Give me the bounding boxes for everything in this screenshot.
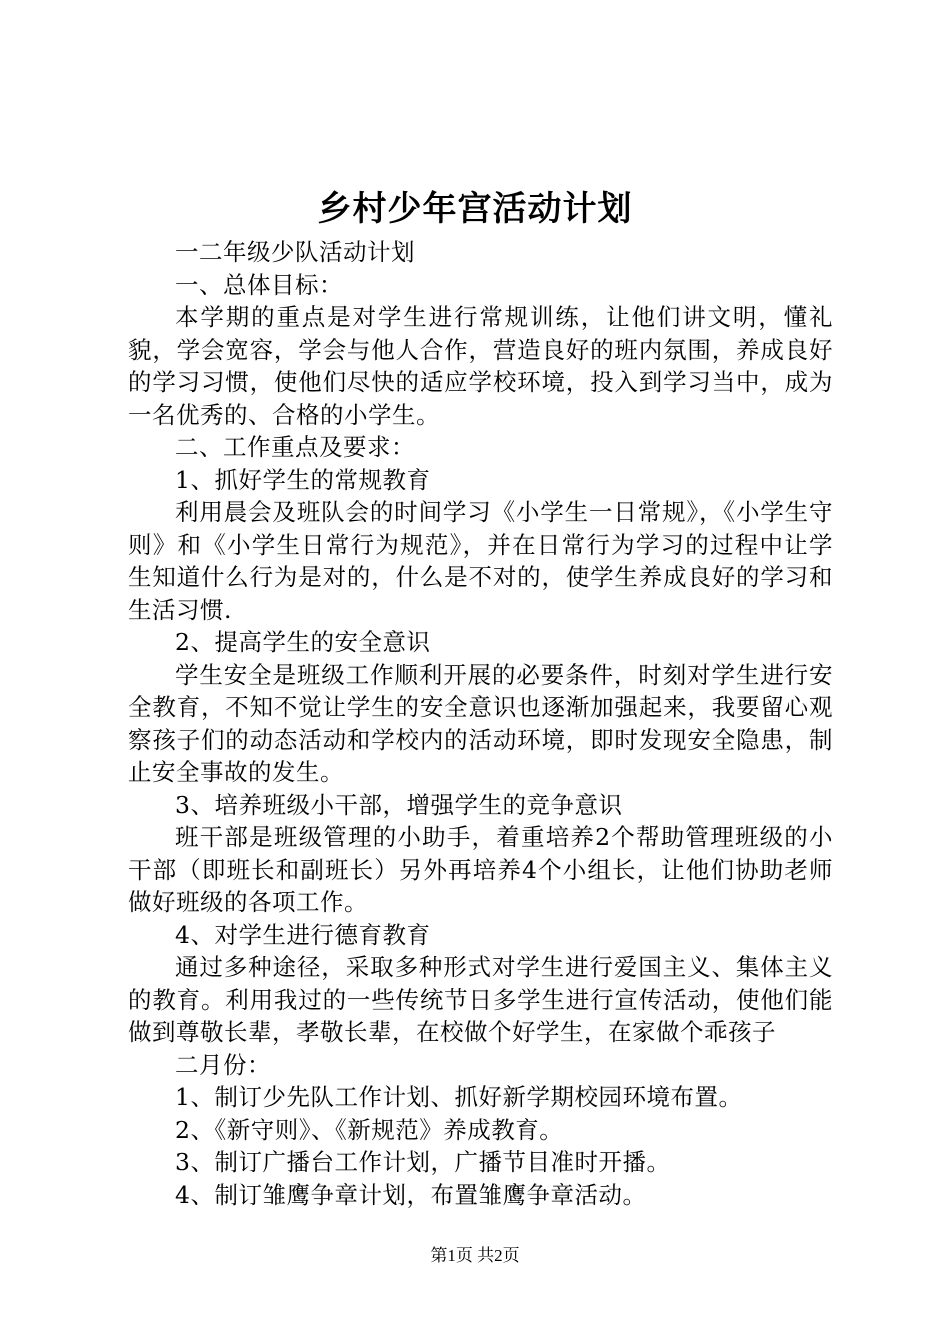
paragraph-item-4-title: 4、对学生进行德育教育 [175,920,431,949]
paragraph-february-task-1: 1、制订少先队工作计划、抓好新学期校园环境布置。 [175,1083,743,1111]
paragraph-item-1-text: 利用晨会及班队会的时间学习《小学生一日常规》，《小学生守则》和《小学生日常行为规范》，并在日常行为学习的过程中让学生知道什么行为是对的，什么是不对的，使学生养成良好的学习和生活习惯. [128,498,833,624]
paragraph-item-3-title: 3、培养班级小干部，增强学生的竞争意识 [175,790,623,819]
paragraph-february-task-4: 4、制订雏鹰争章计划，布置雏鹰争章活动。 [175,1180,647,1209]
paragraph-february-heading: 二月份： [175,1050,271,1079]
paragraph-item-2-text: 学生安全是班级工作顺利开展的必要条件，时刻对学生进行安全教育，不知不觉让学生的安全意识也逐渐加强起来，我要留心观察孩子们的动态活动和学校内的活动环境，即时发现安全隐患，制止安全事故的发生。 [128,660,833,786]
document-title: 乡村少年宫活动计划 [317,189,633,229]
paragraph-february-task-2: 2、《新守则》、《新规范》养成教育。 [175,1115,564,1144]
paragraph-heading-focus: 二、工作重点及要求： [175,433,415,461]
paragraph-item-3-text: 班干部是班级管理的小助手，着重培养2个帮助管理班级的小干部（即班长和副班长）另外再培养4个小组长，让他们协助老师做好班级的各项工作。 [128,823,833,916]
paragraph-heading-goals: 一、总体目标： [175,270,343,299]
paragraph-item-1-title: 1、抓好学生的常规教育 [175,465,431,494]
paragraph-section-heading: 一二年级少队活动计划 [175,238,415,266]
document-body [128,236,833,1211]
paragraph-goals-text: 本学期的重点是对学生进行常规训练，让他们讲文明，懂礼貌，学会宽容，学会与他人合作，营造良好的班内氛围，养成良好的学习习惯，使他们尽快的适应学校环境，投入到学习当中，成为一名优秀的、合格的小学生。 [128,303,833,429]
paragraph-item-4-text: 通过多种途径，采取多种形式对学生进行爱国主义、集体主义的教育。利用我过的一些传统节日多学生进行宣传活动，使他们能做到尊敬长辈，孝敬长辈，在校做个好学生，在家做个乖孩子 [128,953,833,1046]
page-number-footer: 第1页 共2页 [430,1246,520,1265]
paragraph-february-task-3: 3、制订广播台工作计划，广播节目准时开播。 [175,1148,671,1176]
paragraph-item-2-title: 2、提高学生的安全意识 [175,628,431,656]
